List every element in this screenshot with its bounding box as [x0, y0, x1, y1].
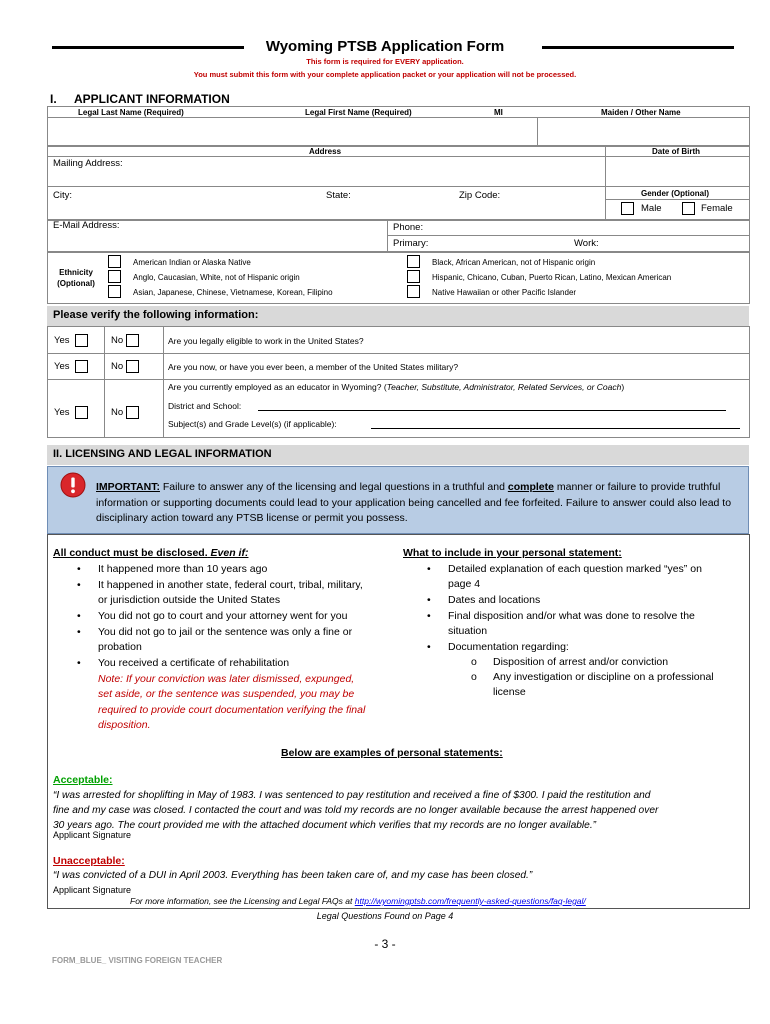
gender-label: Gender (Optional) — [641, 189, 709, 198]
zip-label: Zip Code: — [459, 190, 501, 201]
question-work-eligibility: Are you legally eligible to work in the United States? — [168, 336, 364, 346]
sub-bullet: o — [471, 671, 477, 683]
q2-yes-label: Yes — [54, 361, 70, 372]
district-field[interactable] — [258, 410, 726, 411]
list-item: situation — [448, 625, 488, 637]
q2-yes-checkbox[interactable] — [75, 360, 88, 373]
verify-heading: Please verify the following information: — [47, 306, 749, 326]
state-label: State: — [326, 190, 351, 201]
q3-yes-label: Yes — [54, 407, 70, 418]
bullet-dot: • — [77, 626, 81, 638]
submit-note: You must submit this form with your complete application packet or your application will not be processed. — [193, 70, 577, 79]
ethnicity-checkbox-anglo[interactable] — [108, 270, 121, 283]
question-military: Are you now, or have you ever been, a member of the United States military? — [168, 362, 459, 372]
faq-line: For more information, see the Licensing and Legal FAQs at http://wyomingptsb.com/frequently-asked-questions/faq-legal/ — [130, 896, 586, 906]
bullet-dot: • — [77, 563, 81, 575]
statement-heading: What to include in your personal statement: — [403, 547, 622, 559]
primary-phone-label: Primary: — [393, 238, 429, 249]
disclosure-heading: All conduct must be disclosed. Even if: — [53, 547, 249, 559]
q3-no-label: No — [111, 407, 124, 418]
list-item: You received a certificate of rehabilitation — [98, 657, 290, 669]
q1-no-label: No — [111, 335, 124, 346]
sub-list-item: Disposition of arrest and/or conviction — [493, 656, 669, 668]
conviction-note: disposition. — [98, 719, 151, 731]
acceptable-example: “I was arrested for shoplifting in May of 1983. I was sentenced to pay restitution and received a fine of $300. I paid the restitution and — [53, 790, 651, 801]
sub-bullet: o — [471, 656, 477, 668]
important-text: IMPORTANT: Failure to answer any of the licensing and legal questions in a truthful and complete manner or failure to provide truthful information or supporting documents could lead to your application being cancelled and fee forfeited. Failure to answer could also lead to disciplinary action toward any PTSB license or permit you possess. — [96, 481, 732, 524]
address-label: Address — [309, 147, 342, 156]
acceptable-example: fine and my case was closed. I contacted the court and was told my records are no longer available because the arrest happened over — [53, 805, 659, 816]
faq-link[interactable]: http://wyomingptsb.com/frequently-asked-questions/faq-legal/ — [354, 896, 586, 906]
question-educator: Are you currently employed as an educator in Wyoming? (Teacher, Substitute, Administrator, Related Services, or Coach) — [168, 382, 625, 392]
list-item: Final disposition and/or what was done to resolve the — [448, 610, 695, 622]
section-2-heading: II. LICENSING AND LEGAL INFORMATION — [47, 445, 749, 465]
city-label: City: — [53, 190, 72, 201]
ethnicity-option: Native Hawaiian or other Pacific Islander — [432, 288, 577, 297]
ethnicity-checkbox-pacific-islander[interactable] — [407, 285, 420, 298]
ethnicity-checkbox-hispanic[interactable] — [407, 270, 420, 283]
conviction-note: required to provide court documentation verifying the final — [98, 704, 366, 716]
applicant-signature-label: Applicant Signature — [53, 830, 132, 840]
list-item: probation — [98, 641, 142, 653]
required-note: This form is required for EVERY application. — [306, 57, 464, 66]
bullet-dot: • — [77, 657, 81, 669]
mi-label: MI — [494, 108, 503, 117]
email-label: E-Mail Address: — [53, 220, 120, 231]
male-checkbox[interactable] — [621, 202, 634, 215]
examples-heading: Below are examples of personal statements: — [281, 747, 503, 759]
ethnicity-option: Asian, Japanese, Chinese, Vietnamese, Korean, Filipino — [133, 288, 333, 297]
ethnicity-checkbox-american-indian[interactable] — [108, 255, 121, 268]
q1-no-checkbox[interactable] — [126, 334, 139, 347]
q1-yes-checkbox[interactable] — [75, 334, 88, 347]
ethnicity-checkbox-asian[interactable] — [108, 285, 121, 298]
q2-no-label: No — [111, 361, 124, 372]
q3-no-checkbox[interactable] — [126, 406, 139, 419]
work-phone-label: Work: — [574, 238, 599, 249]
ethnicity-checkbox-black[interactable] — [407, 255, 420, 268]
list-item: It happened in another state, federal court, tribal, military, — [98, 579, 363, 591]
maiden-name-label: Maiden / Other Name — [601, 108, 681, 117]
bullet-dot: • — [77, 579, 81, 591]
q1-yes-label: Yes — [54, 335, 70, 346]
ethnicity-option: Hispanic, Chicano, Cuban, Puerto Rican, Latino, Mexican American — [432, 273, 672, 282]
district-label: District and School: — [168, 401, 242, 411]
conviction-note: Note: If your conviction was later dismissed, expunged, — [98, 673, 355, 685]
list-item: Detailed explanation of each question marked “yes” on — [448, 563, 702, 575]
phone-label: Phone: — [393, 222, 424, 233]
list-item: Documentation regarding: — [448, 641, 569, 653]
alert-icon — [60, 472, 86, 498]
male-label: Male — [641, 203, 662, 214]
sub-list-item: Any investigation or discipline on a professional — [493, 671, 714, 683]
ethnicity-option: Anglo, Caucasian, White, not of Hispanic origin — [133, 273, 300, 282]
list-item: It happened more than 10 years ago — [98, 563, 268, 575]
subjects-field[interactable] — [371, 428, 740, 429]
unacceptable-example: “I was convicted of a DUI in April 2003. Everything has been taken care of, and my case has been closed.” — [53, 870, 533, 881]
list-item: Dates and locations — [448, 594, 541, 606]
bullet-dot: • — [427, 563, 431, 575]
acceptable-example: 30 years ago. The court provided me with the attached document which verifies that my records are no longer available.” — [53, 820, 597, 831]
list-item: page 4 — [448, 578, 481, 590]
form-title: Wyoming PTSB Application Form — [265, 38, 505, 55]
applicant-signature-label: Applicant Signature — [53, 885, 132, 895]
female-label: Female — [701, 203, 733, 214]
dob-label: Date of Birth — [652, 147, 700, 156]
maiden-name-field[interactable] — [538, 118, 749, 145]
list-item: You did not go to jail or the sentence was only a fine or — [98, 626, 353, 638]
list-item: or jurisdiction outside the United States — [98, 594, 281, 606]
form-id: FORM_BLUE_ VISITING FOREIGN TEACHER — [52, 956, 223, 965]
female-checkbox[interactable] — [682, 202, 695, 215]
q2-no-checkbox[interactable] — [126, 360, 139, 373]
legal-first-name-label: Legal First Name (Required) — [305, 108, 412, 117]
section-1-heading: I. APPLICANT INFORMATION — [50, 92, 230, 106]
acceptable-label: Acceptable: — [53, 774, 113, 786]
page-number: - 3 - — [374, 937, 396, 951]
bullet-dot: • — [427, 641, 431, 653]
bullet-dot: • — [427, 594, 431, 606]
ethnicity-label: Ethnicity (Optional) — [57, 268, 95, 288]
bullet-dot: • — [77, 610, 81, 622]
ethnicity-option: American Indian or Alaska Native — [133, 258, 251, 267]
legal-last-name-label: Legal Last Name (Required) — [78, 108, 184, 117]
list-item: You did not go to court and your attorney went for you — [98, 610, 348, 622]
conviction-note: set aside, or the sentence was suspended, you may be — [98, 688, 355, 700]
bullet-dot: • — [427, 610, 431, 622]
ethnicity-option: Black, African American, not of Hispanic origin — [432, 258, 596, 267]
legal-page-note: Legal Questions Found on Page 4 — [316, 911, 454, 921]
subjects-label: Subject(s) and Grade Level(s) (if applicable): — [168, 419, 337, 429]
unacceptable-label: Unacceptable: — [53, 855, 125, 867]
sub-list-item: license — [493, 686, 526, 698]
q3-yes-checkbox[interactable] — [75, 406, 88, 419]
mailing-address-label: Mailing Address: — [53, 158, 123, 169]
